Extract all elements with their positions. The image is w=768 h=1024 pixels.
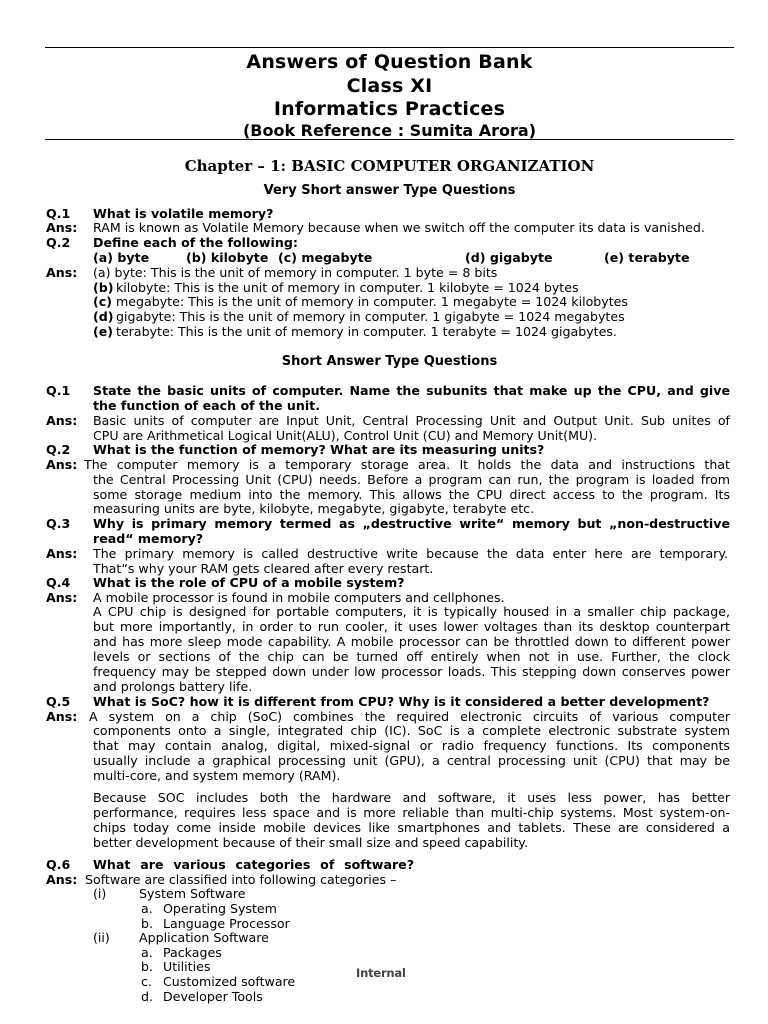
option-c: (c) megabyte bbox=[278, 250, 373, 265]
answer-text: A mobile processor is found in mobile computers and cellphones. bbox=[93, 590, 505, 605]
list-item: Utilities bbox=[163, 959, 211, 974]
question-number: Q.1 bbox=[46, 383, 71, 398]
answer-line: terabyte: This is the unit of memory in computer. 1 terabyte = 1024 gigabytes. bbox=[116, 324, 617, 339]
answer-text: the Central Processing Unit (CPU) needs. Before a program can run, the program is loaded from bbox=[93, 472, 730, 487]
answer-line: gigabyte: This is the unit of memory in computer. 1 gigabyte = 1024 megabytes bbox=[116, 309, 625, 324]
question-number: Q.6 bbox=[46, 857, 71, 872]
question-number: Q.2 bbox=[46, 235, 71, 250]
question-number: Q.3 bbox=[46, 516, 71, 531]
question-text: Why is primary memory termed as „destructive write“ memory but „non-destructive bbox=[93, 516, 730, 531]
answer-line: megabyte: This is the unit of memory in computer. 1 megabyte = 1024 kilobytes bbox=[116, 294, 628, 309]
answer-text: performance, requires less space and is more reliable than multi-chip systems. Most system-on- bbox=[93, 805, 730, 820]
answer-label: Ans: bbox=[46, 220, 78, 235]
internal-watermark: Internal bbox=[356, 966, 406, 980]
answer-text: that may contain analog, digital, mixed-signal or radio frequency functions. Its components bbox=[93, 738, 730, 753]
question-number: Q.2 bbox=[46, 442, 71, 457]
list-item-key: b. bbox=[141, 959, 153, 974]
list-item-key: c. bbox=[141, 974, 152, 989]
question-text: State the basic units of computer. Name the subunits that make up the CPU, and give bbox=[93, 383, 730, 398]
section-heading-short: Short Answer Type Questions bbox=[281, 354, 498, 369]
answer-label: Ans: bbox=[46, 872, 78, 887]
question-text: What is SoC? how it is different from CPU? Why is it considered a better development? bbox=[93, 694, 710, 709]
answer-text: measuring units are byte, kilobyte, megabyte, gigabyte, terabyte etc. bbox=[93, 501, 535, 516]
answer-text: chips today come inside mobile devices like smartphones and tablets. These are considered a bbox=[93, 820, 730, 835]
page-title: Answers of Question Bank bbox=[246, 51, 533, 73]
chapter-heading: Chapter – 1: BASIC COMPUTER ORGANIZATION bbox=[184, 157, 595, 175]
answer-key: (e) bbox=[93, 324, 114, 339]
list-item: Developer Tools bbox=[163, 989, 263, 1004]
answer-label: Ans: bbox=[46, 709, 78, 724]
answer-label: Ans: bbox=[46, 457, 78, 472]
answer-text: The computer memory is a temporary storage area. It holds the data and instructions that bbox=[84, 457, 730, 472]
list-item-key: b. bbox=[141, 916, 153, 931]
answer-text: and has more sleep mode capability. A mobile processor can be throttled down to different power bbox=[93, 634, 730, 649]
answer-text: levels or sections of the chip can be turned off entirely when not in use. Further, the clock bbox=[93, 649, 730, 664]
answer-text: That“s why your RAM gets cleared after every restart. bbox=[93, 561, 434, 576]
list-item: Operating System bbox=[163, 901, 277, 916]
option-d: (d) gigabyte bbox=[465, 250, 553, 265]
question-text: What is the role of CPU of a mobile system? bbox=[93, 575, 405, 590]
category-name: Application Software bbox=[139, 930, 269, 945]
answer-text: Because SOC includes both the hardware and software, it uses less power, has better bbox=[93, 790, 730, 805]
header-bottom-rule bbox=[45, 139, 734, 140]
answer-text: CPU are Arithmetical Logical Unit(ALU), Control Unit (CU) and Memory Unit(MU). bbox=[93, 428, 598, 443]
list-item-key: a. bbox=[141, 901, 153, 916]
question-number: Q.4 bbox=[46, 575, 71, 590]
option-e: (e) terabyte bbox=[604, 250, 690, 265]
answer-text: A CPU chip is designed for portable computers, it is typically housed in a smaller chip package, bbox=[93, 604, 730, 619]
class-title: Class XI bbox=[346, 75, 433, 97]
option-a: (a) byte bbox=[93, 250, 150, 265]
answer-key: (b) bbox=[93, 280, 114, 295]
question-text: the function of each of the unit. bbox=[93, 398, 320, 413]
answer-label: Ans: bbox=[46, 590, 78, 605]
category-number: (i) bbox=[93, 886, 107, 901]
option-b: (b) kilobyte bbox=[186, 250, 269, 265]
list-item: Packages bbox=[163, 945, 222, 960]
answer-text: A system on a chip (SoC) combines the required electronic circuits of various computer bbox=[89, 709, 730, 724]
top-rule bbox=[45, 47, 734, 48]
answer-text: Basic units of computer are Input Unit, Central Processing Unit and Output Unit. Sub unites of bbox=[93, 413, 730, 428]
answer-text: Software are classified into following categories – bbox=[85, 872, 397, 887]
question-text: What is volatile memory? bbox=[93, 206, 274, 221]
question-text: What are various categories of software? bbox=[93, 857, 414, 872]
answer-text: better development because of their small size and speed capability. bbox=[93, 835, 528, 850]
answer-key: (c) bbox=[93, 294, 112, 309]
answer-text: RAM is known as Volatile Memory because when we switch off the computer its data is vanished. bbox=[93, 220, 705, 235]
answer-text: usually include a graphical processing unit (GPU), a central processing unit (CPU) that may be bbox=[93, 753, 730, 768]
answer-text: and prolongs battery life. bbox=[93, 679, 253, 694]
answer-line: (a) byte: This is the unit of memory in computer. 1 byte = 8 bits bbox=[93, 265, 498, 280]
list-item-key: d. bbox=[141, 989, 153, 1004]
answer-label: Ans: bbox=[46, 546, 78, 561]
answer-text: but more importantly, in order to run cooler, it uses lower voltages than its desktop counterpart bbox=[93, 619, 730, 634]
section-heading-very-short: Very Short answer Type Questions bbox=[263, 183, 516, 198]
category-number: (ii) bbox=[93, 930, 110, 945]
list-item: Customized software bbox=[163, 974, 296, 989]
list-item-key: a. bbox=[141, 945, 153, 960]
question-text: read“ memory? bbox=[93, 531, 204, 546]
subject-title: Informatics Practices bbox=[273, 98, 506, 120]
list-item: Language Processor bbox=[163, 916, 290, 931]
question-number: Q.1 bbox=[46, 206, 71, 221]
answer-label: Ans: bbox=[46, 265, 78, 280]
answer-line: kilobyte: This is the unit of memory in computer. 1 kilobyte = 1024 bytes bbox=[116, 280, 579, 295]
answer-text: multi-core, and system memory (RAM). bbox=[93, 768, 341, 783]
question-text: Define each of the following: bbox=[93, 235, 298, 250]
question-text: What is the function of memory? What are its measuring units? bbox=[93, 442, 545, 457]
answer-text: components onto a single, integrated chip (IC). SoC is a complete electronic substrate system bbox=[93, 723, 730, 738]
answer-text: The primary memory is called destructive write because the data enter here are temporary. bbox=[93, 546, 728, 561]
answer-text: some storage medium into the memory. This allows the CPU direct access to the program. Its bbox=[93, 487, 730, 502]
category-name: System Software bbox=[139, 886, 246, 901]
question-number: Q.5 bbox=[46, 694, 71, 709]
answer-text: frequency may be stepped down under low processor loads. This stepping down conserves power bbox=[93, 664, 730, 679]
answer-key: (d) bbox=[93, 309, 114, 324]
answer-label: Ans: bbox=[46, 413, 78, 428]
book-reference: (Book Reference : Sumita Arora) bbox=[242, 121, 537, 140]
